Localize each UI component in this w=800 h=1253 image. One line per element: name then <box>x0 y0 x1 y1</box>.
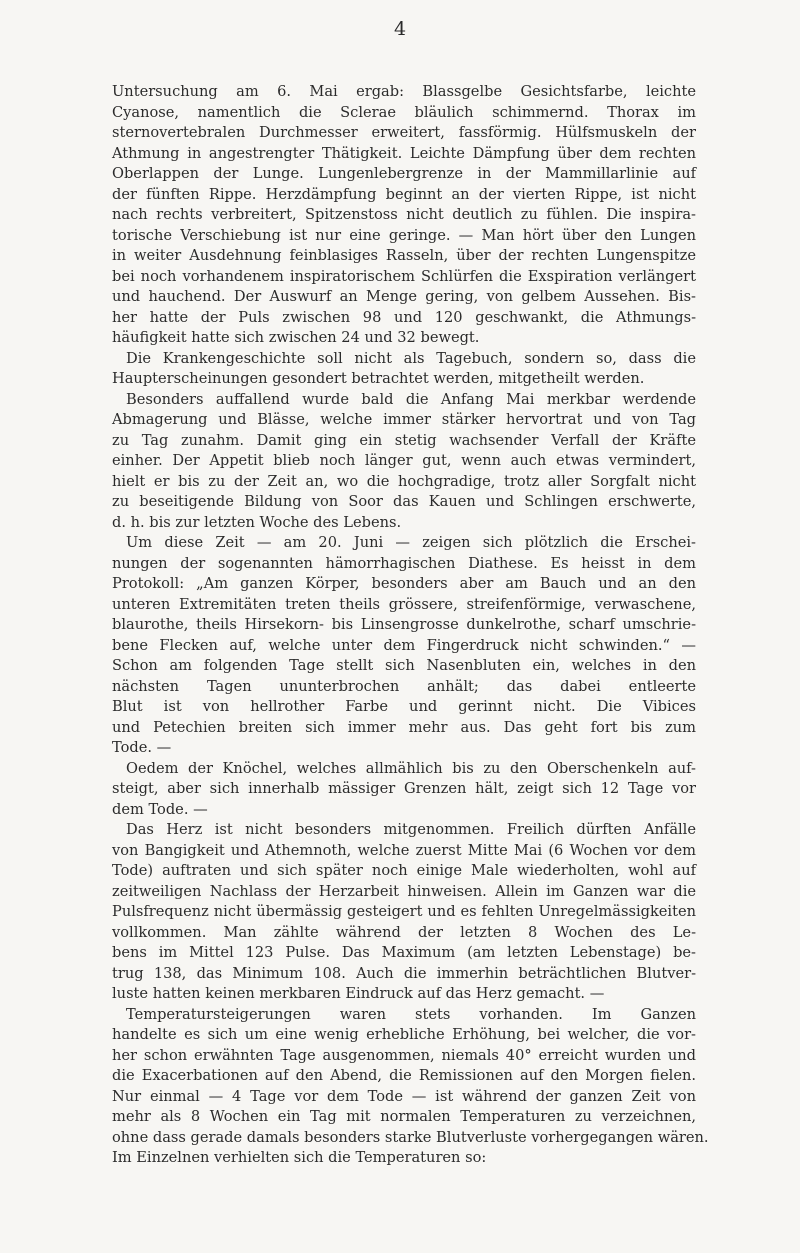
text-line: und hauchend. Der Auswurf an Menge gering, von gelbem Aussehen. Bis- <box>112 288 696 305</box>
text-line: zeitweiligen Nachlass der Herzarbeit hinweisen. Allein im Ganzen war die <box>112 882 696 900</box>
text-line: Untersuchung am 6. Mai ergab: Blassgelbe Gesichtsfarbe, leichte <box>112 83 696 100</box>
text-line: mehr als 8 Wochen ein Tag mit normalen Temperaturen zu verzeichnen, <box>112 1108 696 1125</box>
page-number: 4 <box>393 18 407 40</box>
text-line: bens im Mittel 123 Pulse. Das Maximum (am letzten Lebenstage) be- <box>112 944 696 961</box>
text-line: luste hatten keinen merkbaren Eindruck auf das Herz gemacht. — <box>112 985 605 1002</box>
text-line: und Petechien breiten sich immer mehr aus. Das geht fort bis zum <box>112 718 696 736</box>
body-text <box>112 82 709 1169</box>
text-line: von Bangigkeit und Athemnoth, welche zuerst Mitte Mai (6 Wochen vor dem <box>112 841 696 859</box>
text-line: dem Tode. — <box>112 800 208 818</box>
text-line: sternovertebralen Durchmesser erweitert, fassförmig. Hülfsmuskeln der <box>112 124 696 141</box>
text-line: Das Herz ist nicht besonders mitgenommen. Freilich dürften Anfälle <box>126 821 696 838</box>
text-line: Besonders auffallend wurde bald die Anfang Mai merkbar werdende <box>126 390 696 408</box>
text-line: vollkommen. Man zählte während der letzten 8 Wochen des Le- <box>112 923 696 941</box>
text-line: Tode. — <box>112 739 172 756</box>
text-line: nach rechts verbreitert, Spitzenstoss nicht deutlich zu fühlen. Die inspira- <box>112 206 696 223</box>
text-line: Abmagerung und Blässe, welche immer stärker hervortrat und von Tag <box>112 411 696 428</box>
text-line: blaurothe, theils Hirsekorn- bis Linsengrosse dunkelrothe, scharf umschrie- <box>112 616 696 633</box>
text-line: her schon erwähnten Tage ausgenommen, niemals 40° erreicht wurden und <box>112 1046 696 1064</box>
text-line: bei noch vorhandenem inspiratorischem Schlürfen die Exspiration verlängert <box>112 267 696 285</box>
text-line: Oedem der Knöchel, welches allmählich bis zu den Oberschenkeln auf- <box>126 759 696 777</box>
text-line: Im Einzelnen verhielten sich die Temperaturen so: <box>112 1149 487 1166</box>
text-line: Cyanose, namentlich die Sclerae bläulich schimmernd. Thorax im <box>112 103 696 121</box>
text-line: Die Krankengeschichte soll nicht als Tagebuch, sondern so, dass die <box>126 349 696 367</box>
text-line: Nur einmal — 4 Tage vor dem Tode — ist während der ganzen Zeit von <box>112 1087 696 1105</box>
text-line: Haupterscheinungen gesondert betrachtet werden, mitgetheilt werden. <box>112 370 645 387</box>
text-line: handelte es sich um eine wenig erhebliche Erhöhung, bei welcher, die vor- <box>112 1026 696 1043</box>
text-line: d. h. bis zur letzten Woche des Lebens. <box>112 513 402 531</box>
text-line: einher. Der Appetit blieb noch länger gut, wenn auch etwas vermindert, <box>112 452 696 469</box>
text-line: steigt, aber sich innerhalb mässiger Grenzen hält, zeigt sich 12 Tage vor <box>112 780 696 797</box>
text-line: Oberlappen der Lunge. Lungenlebergrenze in der Mammillarlinie auf <box>112 165 696 182</box>
text-line: nächsten Tagen ununterbrochen anhält; das dabei entleerte <box>112 677 696 695</box>
text-line: Um diese Zeit — am 20. Juni — zeigen sich plötzlich die Erschei- <box>126 534 696 551</box>
text-line: Pulsfrequenz nicht übermässig gesteigert und es fehlten Unregelmässigkeiten <box>112 903 696 920</box>
text-line: torische Verschiebung ist nur eine geringe. — Man hört über den Lungen <box>112 226 696 244</box>
text-line: Temperatursteigerungen waren stets vorhanden. Im Ganzen <box>126 1005 696 1023</box>
text-line: Protokoll: „Am ganzen Körper, besonders aber am Bauch und an den <box>112 575 696 592</box>
text-line: zu Tag zunahm. Damit ging ein stetig wachsender Verfall der Kräfte <box>112 431 696 449</box>
text-line: Blut ist von hellrother Farbe und gerinnt nicht. Die Vibices <box>112 698 696 715</box>
text-line: Tode) auftraten und sich später noch einige Male wiederholten, wohl auf <box>112 862 696 879</box>
text-line: bene Flecken auf, welche unter dem Fingerdruck nicht schwinden.“ — <box>112 636 696 654</box>
text-line: Schon am folgenden Tage stellt sich Nasenbluten ein, welches in den <box>112 657 696 674</box>
text-line: ohne dass gerade damals besonders starke Blutverluste vorhergegangen wären. <box>112 1128 709 1146</box>
text-line: häufigkeit hatte sich zwischen 24 und 32 bewegt. <box>112 329 480 346</box>
text-line: die Exacerbationen auf den Abend, die Remissionen auf den Morgen fielen. <box>112 1067 696 1084</box>
text-line: zu beseitigende Bildung von Soor das Kauen und Schlingen erschwerte, <box>112 493 696 510</box>
text-line: Athmung in angestrengter Thätigkeit. Leichte Dämpfung über dem rechten <box>112 144 696 162</box>
text-line: nungen der sogenannten hämorrhagischen Diathese. Es heisst in dem <box>112 554 696 572</box>
text-line: unteren Extremitäten treten theils grössere, streifenförmige, verwaschene, <box>112 595 696 613</box>
text-line: der fünften Rippe. Herzdämpfung beginnt an der vierten Rippe, ist nicht <box>112 185 696 203</box>
text-line: trug 138, das Minimum 108. Auch die immerhin beträchtlichen Blutver- <box>112 964 696 982</box>
text-line: hielt er bis zu der Zeit an, wo die hochgradige, trotz aller Sorgfalt nicht <box>112 472 696 490</box>
text-line: in weiter Ausdehnung feinblasiges Rasseln, über der rechten Lungenspitze <box>112 247 696 264</box>
text-line: her hatte der Puls zwischen 98 und 120 geschwankt, die Athmungs- <box>112 308 696 326</box>
